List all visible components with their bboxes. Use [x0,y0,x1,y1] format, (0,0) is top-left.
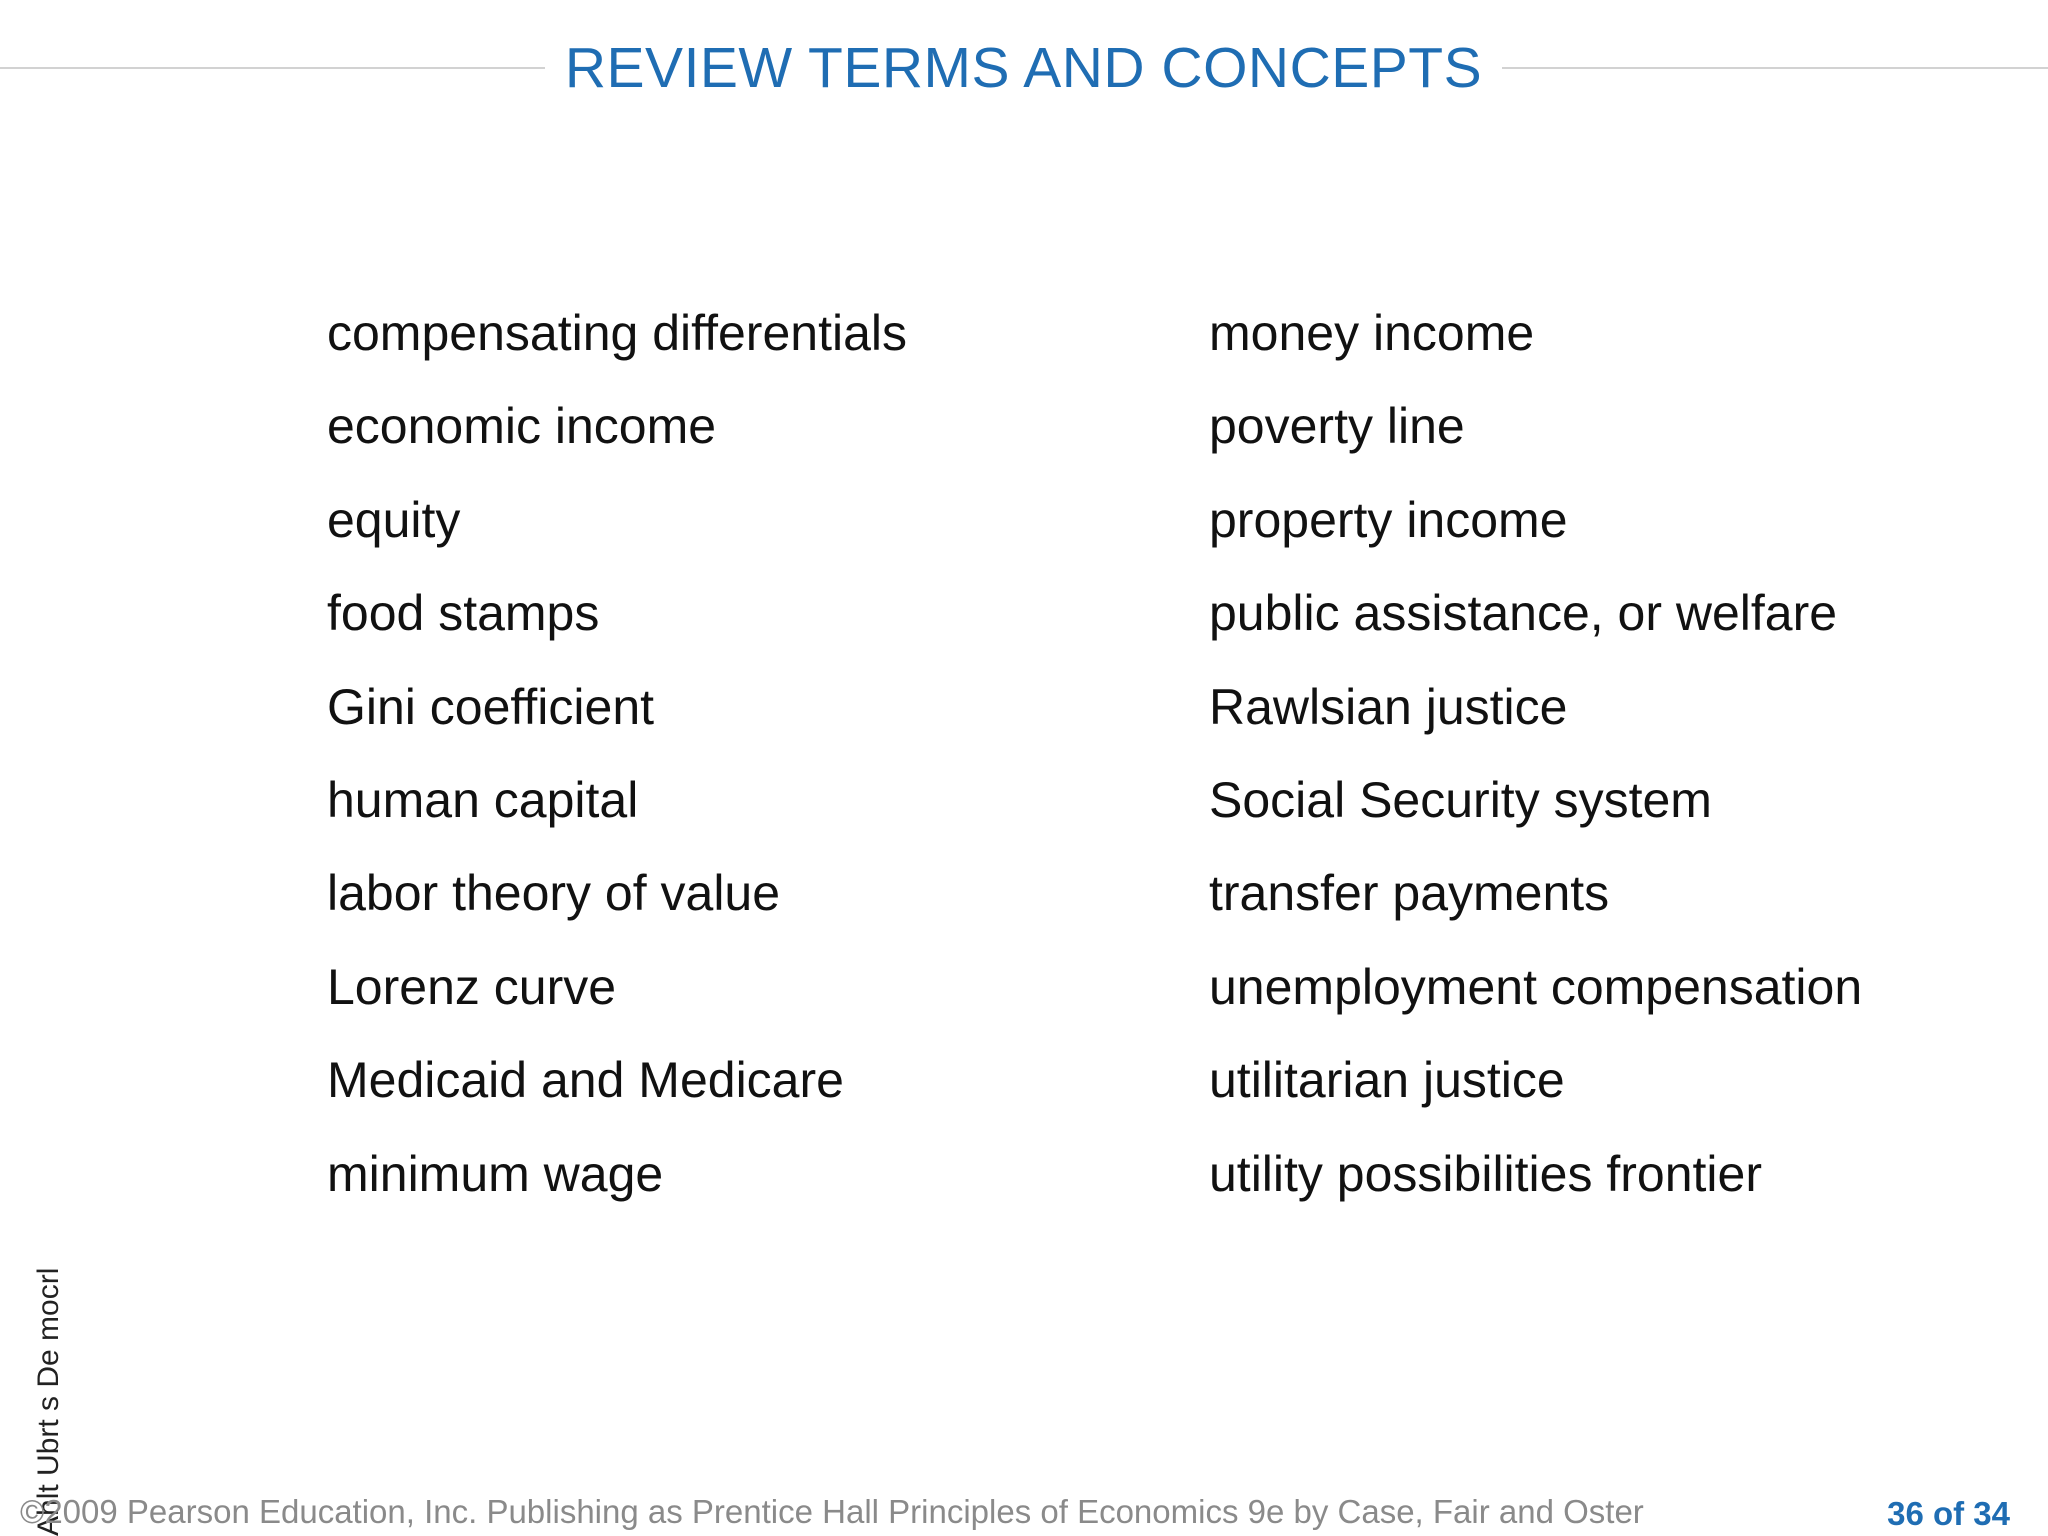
slide-title: REVIEW TERMS AND CONCEPTS [564,36,1483,100]
term-item: minimum wage [327,1145,664,1202]
term-item: Social Security system [1209,771,1712,828]
header-rule-left [0,67,545,69]
term-item: compensating differentials [327,305,907,361]
terms-right-column [1209,300,1862,1234]
term-item: unemployment compensation [1209,958,1863,1015]
sidebar-text: Ahlt Ubrt s De mocrl [32,1267,65,1536]
term-item: Medicaid and Medicare [327,1052,844,1109]
term-item: utilitarian justice [1209,1052,1565,1109]
term-item: labor theory of value [327,865,781,922]
term-item: human capital [327,771,639,828]
term-item: Rawlsian justice [1209,678,1568,735]
term-item: property income [1209,491,1568,548]
term-item: public assistance, or welfare [1209,585,1838,642]
term-item: money income [1209,305,1535,361]
term-item: transfer payments [1209,865,1610,922]
page-number: 36 of 34 [1887,1495,2010,1532]
vertical-sidebar-label [32,1210,66,1536]
slide-header [0,28,2048,108]
footer-copyright: ©2009 Pearson Education, Inc. Publishing as Prentice Hall Principles of Economics 9e by Case, Fair and Oster [20,1493,1644,1530]
term-item: Gini coefficient [327,678,655,735]
header-rule-right [1502,67,2048,69]
term-item: Lorenz curve [327,958,617,1015]
term-item: economic income [327,398,717,455]
term-item: poverty line [1209,398,1465,455]
terms-left-column [327,300,907,1234]
term-item: food stamps [327,585,600,642]
term-item: equity [327,491,461,548]
term-item: utility possibilities frontier [1209,1145,1762,1202]
